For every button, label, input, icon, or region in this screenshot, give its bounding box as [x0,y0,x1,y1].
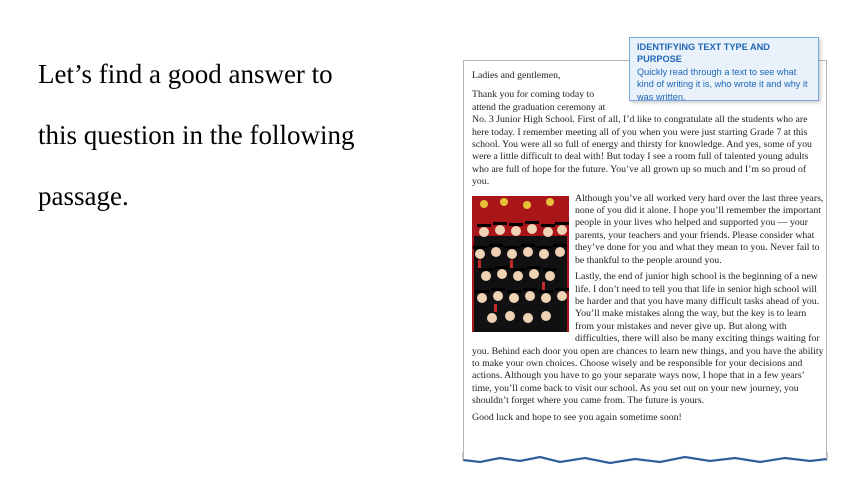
letter-paragraph-3: Lastly, the end of junior high school is the beginning of a new life. I don’t need to tell you that life in senior high school will be harder and that you have many difficult tasks ahead of you. You’ll make mistakes along the way, but the key is to learn from your mistakes and never give up. But along with difficulties, there will also be many exciting things waiting for you. Behind each door you open are chances to learn new things, and you have the ability to make your own choices. Choose wisely and be responsible for your decisions and actions. Although you have to go your separate ways now, I hope that in a few years’ time, you’ll come back to visit our school. As you set out on your new journey, you shouldn’t forget where you came from. The future is yours. [472,271,824,407]
intro-line-1: Let’s find a good answer to [38,59,333,89]
letter-closing: Good luck and hope to see you again sometime soon! [472,411,682,423]
tip-callout-box [629,37,819,101]
intro-text [38,44,438,227]
letter-greeting: Ladies and gentlemen, [472,70,561,81]
graduation-photo [472,196,569,332]
intro-line-2: this question in the following [38,120,355,150]
letter-paragraph-1: Thank you for coming today to attend the graduation ceremony at No. 3 Junior High School. First of all, I’d like to congratulate all the students who are here today. I remember meeting all of you when you were just starting Grade 7 at this school. You were all so full of energy and thirsty for knowledge. And yes, some of you were a little difficult to deal with! But today I see a room full of talented young adults who are full of hope for the future. You’ve all grown up so much and I’m so proud of you. [472,89,812,188]
intro-line-3: passage. [38,181,129,211]
callout-body: Quickly read through a text to see what kind of writing it is, who wrote it and why it was written. [637,67,808,102]
torn-page-edge [460,452,830,472]
letter-paragraph-2: Although you’ve all worked very hard over the last three years, none of you did it alone. I hope you’ll remember the important people in your lives who helped and supported you — your parents, your teachers and your friends. Please consider what they’ve done for you and what they mean to you. Never fail to be thankful to the people around you. [575,192,824,266]
letter-passage [472,70,824,428]
callout-title: IDENTIFYING TEXT TYPE AND PURPOSE [637,42,770,64]
